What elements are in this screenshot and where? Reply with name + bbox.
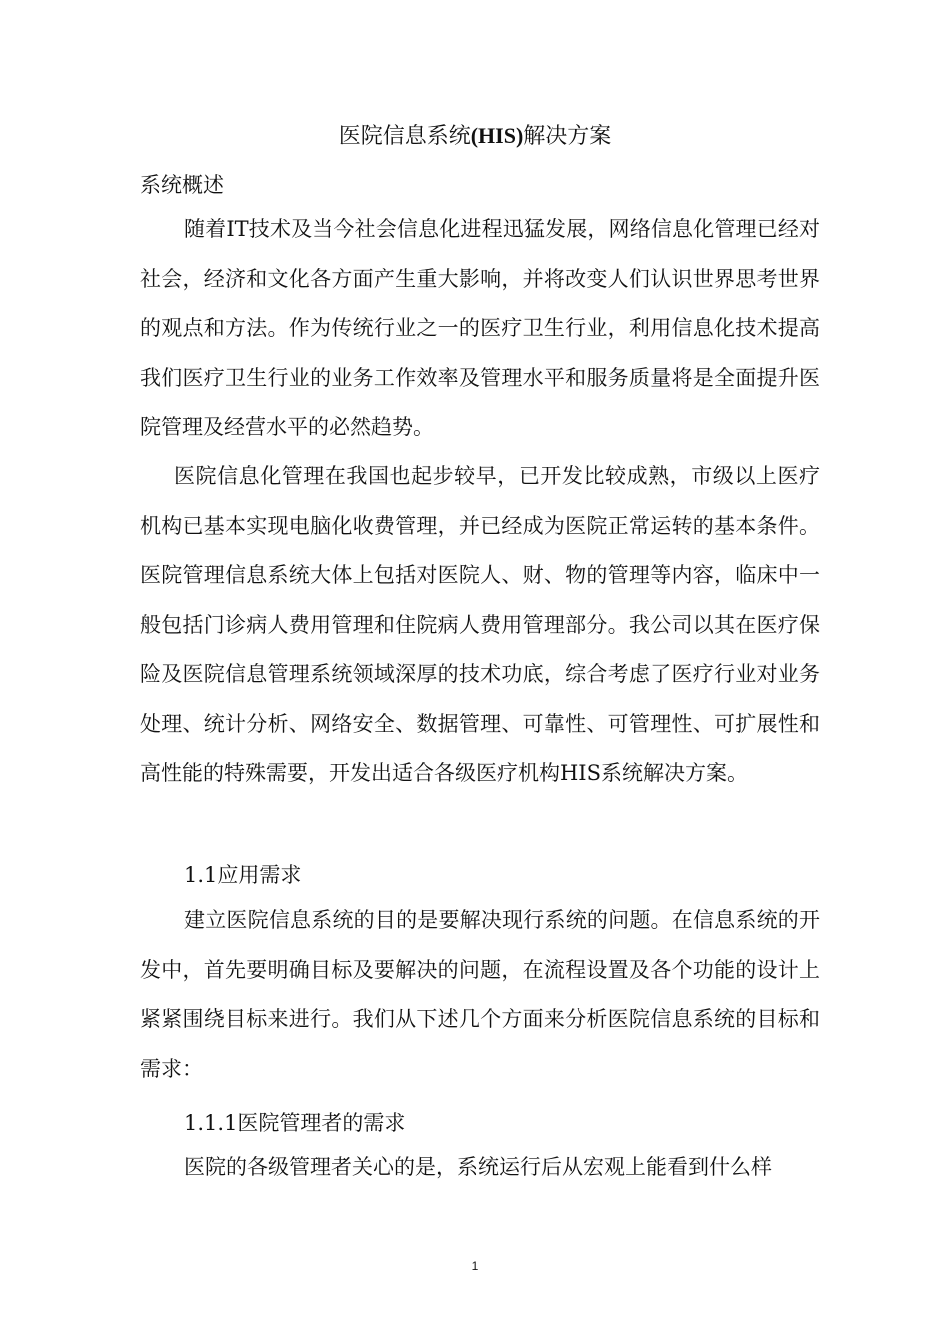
section-heading: 系统概述: [140, 173, 224, 197]
title-suffix: 解决方案: [523, 124, 612, 149]
title-prefix: 医院信息系统: [338, 124, 471, 149]
paragraph-manager-needs: 医院的各级管理者关心的是，系统运行后从宏观上能看到什么样: [184, 1155, 772, 1179]
subheading-manager-requirements: 1.1.1医院管理者的需求: [184, 1111, 406, 1135]
subheading-application-requirements: 1.1应用需求: [184, 863, 302, 887]
document-title: [0, 119, 950, 154]
paragraph-requirements: 建立医院信息系统的目的是要解决现行系统的问题。在信息系统的开发中，首先要明确目标及要解决的问题，在流程设置及各个功能的设计上紧紧围绕目标来进行。我们从下述几个方面来分析医院信息系统的目标和需求：: [140, 908, 820, 1081]
paragraph-intro: 随着IT技术及当今社会信息化进程迅猛发展，网络信息化管理已经对社会，经济和文化各方面产生重大影响，并将改变人们认识世界思考世界的观点和方法。作为传统行业之一的医疗卫生行业，利用信息化技术提高我们医疗卫生行业的业务工作效率及管理水平和服务质量将是全面提升医院管理及经营水平的必然趋势。: [140, 217, 820, 439]
page-number: 1: [471, 1259, 479, 1273]
paragraph-background: 医院信息化管理在我国也起步较早，已开发比较成熟，市级以上医疗机构已基本实现电脑化收费管理，并已经成为医院正常运转的基本条件。医院管理信息系统大体上包括对医院人、财、物的管理等内容，临床中一般包括门诊病人费用管理和住院病人费用管理部分。我公司以其在医疗保险及医院信息管理系统领域深厚的技术功底，综合考虑了医疗行业对业务处理、统计分析、网络安全、数据管理、可靠性、可管理性、可扩展性和高性能的特殊需要，开发出适合各级医疗机构HIS系统解决方案。: [140, 464, 820, 785]
title-abbreviation: (HIS): [470, 123, 524, 148]
